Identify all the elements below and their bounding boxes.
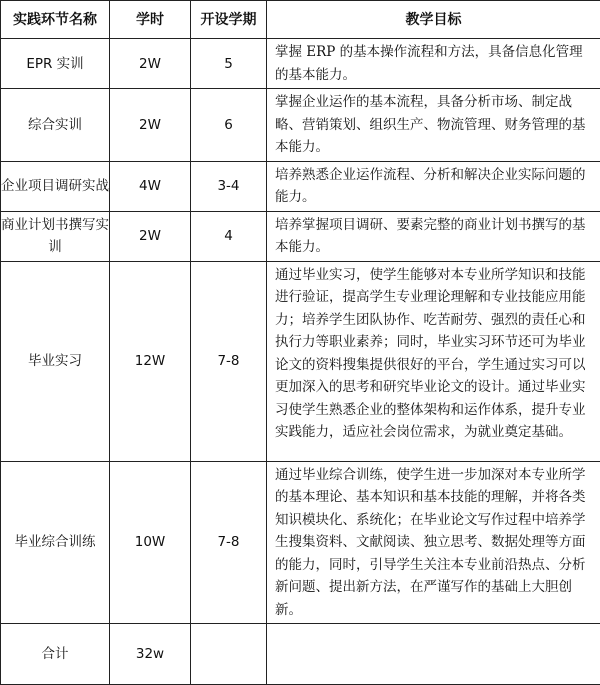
row-goal: 掌握企业运作的基本流程，具备分析市场、制定战略、营销策划、组织生产、物流管理、财务管理的基本能力。 xyxy=(267,89,600,162)
table-row xyxy=(1,461,600,624)
row-term: 7-8 xyxy=(191,261,267,461)
row-hours: 10W xyxy=(110,461,191,624)
table-row xyxy=(1,39,600,89)
row-name: EPR 实训 xyxy=(1,39,110,89)
header-hours: 学时 xyxy=(110,1,191,39)
row-goal: 通过毕业实习，使学生能够对本专业所学知识和技能进行验证，提高学生专业理论理解和专业技能应用能力；培养学生团队协作、吃苦耐劳、强烈的责任心和执行力等职业素养；同时，毕业实习环节还可为毕业论文的资料搜集提供很好的平台，学生通过实习可以更加深入的思考和研究毕业论文的设计。通过毕业实习使学生熟悉企业的整体架构和运作体系，提升专业实践能力，适应社会岗位需求，为就业奠定基础。 xyxy=(267,261,600,461)
row-goal: 培养掌握项目调研、要素完整的商业计划书撰写的基本能力。 xyxy=(267,211,600,261)
row-term: 5 xyxy=(191,39,267,89)
row-term: 4 xyxy=(191,211,267,261)
table-row xyxy=(1,211,600,261)
row-term: 3-4 xyxy=(191,161,267,211)
header-term: 开设学期 xyxy=(191,1,267,39)
row-name: 综合实训 xyxy=(1,89,110,162)
row-hours: 2W xyxy=(110,39,191,89)
row-goal: 培养熟悉企业运作流程、分析和解决企业实际问题的能力。 xyxy=(267,161,600,211)
table-row xyxy=(1,261,600,461)
table-row xyxy=(1,89,600,162)
row-hours: 2W xyxy=(110,89,191,162)
row-hours: 12W xyxy=(110,261,191,461)
row-name: 商业计划书撰写实训 xyxy=(1,211,110,261)
total-hours: 32w xyxy=(110,624,191,685)
row-hours: 4W xyxy=(110,161,191,211)
header-goal: 教学目标 xyxy=(267,1,600,39)
header-name: 实践环节名称 xyxy=(1,1,110,39)
row-hours: 2W xyxy=(110,211,191,261)
header-row xyxy=(1,1,600,39)
row-name: 毕业实习 xyxy=(1,261,110,461)
table-row xyxy=(1,161,600,211)
total-goal xyxy=(267,624,600,685)
total-label: 合计 xyxy=(1,624,110,685)
row-term: 7-8 xyxy=(191,461,267,624)
row-goal: 掌握 ERP 的基本操作流程和方法，具备信息化管理的基本能力。 xyxy=(267,39,600,89)
total-row xyxy=(1,624,600,685)
row-name: 毕业综合训练 xyxy=(1,461,110,624)
row-term: 6 xyxy=(191,89,267,162)
row-goal: 通过毕业综合训练，使学生进一步加深对本专业所学的基本理论、基本知识和基本技能的理解，并将各类知识模块化、系统化；在毕业论文写作过程中培养学生搜集资料、文献阅读、独立思考、数据处理等方面的能力，同时，引导学生关注本专业前沿热点、分析新问题、提出新方法，在严谨写作的基础上大胆创新。 xyxy=(267,461,600,624)
row-name: 企业项目调研实战 xyxy=(1,161,110,211)
total-term xyxy=(191,624,267,685)
